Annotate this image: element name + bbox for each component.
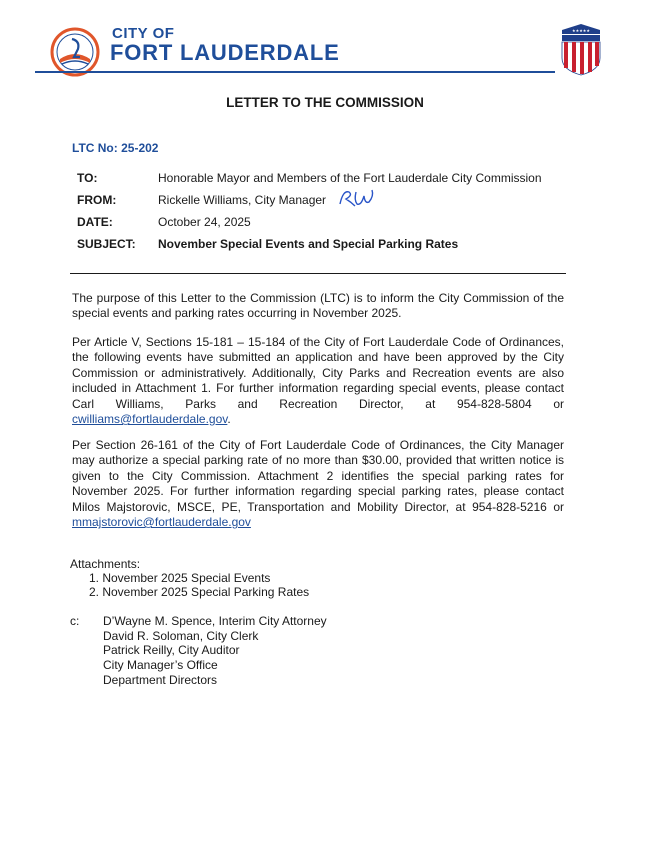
parking-rates-paragraph — [72, 438, 564, 530]
cc-recipient: City Manager’s Office — [103, 658, 218, 672]
special-events-end: . — [227, 412, 231, 427]
cc-label: c: — [70, 614, 80, 628]
cwilliams-email-link[interactable]: cwilliams@fortlauderdale.gov — [72, 412, 228, 427]
date-label: DATE: — [77, 215, 113, 229]
cc-recipient: D’Wayne M. Spence, Interim City Attorney — [103, 614, 327, 628]
from-label: FROM: — [77, 193, 117, 207]
to-value: Honorable Mayor and Members of the Fort Lauderdale City Commission — [158, 171, 542, 185]
from-value: Rickelle Williams, City Manager — [158, 193, 327, 207]
header-divider — [35, 71, 555, 73]
subject-value: November Special Events and Special Parking Rates — [158, 237, 459, 251]
body-divider — [70, 273, 566, 274]
attachments-heading: Attachments: — [70, 557, 141, 571]
all-america-city-badge — [560, 22, 602, 76]
parking-rates-text: Per Section 26-161 of the City of Fort Lauderdale Code of Ordinances, the City Manager may authorize a special parking rate of no more than $30.00, provided that written notice is given to the City Commission. Attachment 2 identifies the special parking rates for November 2025. For further information regarding special parking rates, please contact Milos Majstorovic, MSCE, PE, Transportation and Mobility Director, at 954-828-5216 or — [72, 438, 564, 514]
cc-recipient: Patrick Reilly, City Auditor — [103, 643, 240, 657]
city-name: FORT LAUDERDALE — [110, 40, 340, 65]
svg-text:★★★★★: ★★★★★ — [572, 28, 590, 33]
special-events-text: Per Article V, Sections 15-181 – 15-184 of the City of Fort Lauderdale Code of Ordinances, the following events have submitted an application and have been approved by the City Commission or administratively. Additionally, City Parks and Recreation events are also included in Attachment 1. For further information regarding special events, please contact Carl Williams, Parks and Recreation Director, at 954-828-5804 or — [72, 335, 564, 411]
document-title: LETTER TO THE COMMISSION — [226, 95, 424, 110]
mmajstorovic-email-link[interactable]: mmajstorovic@fortlauderdale.gov — [72, 515, 251, 530]
attachment-item: 1. November 2025 Special Events — [89, 571, 271, 585]
signature-initials — [337, 186, 377, 210]
attachment-item: 2. November 2025 Special Parking Rates — [89, 585, 310, 599]
to-label: TO: — [77, 171, 98, 185]
cc-recipient: Department Directors — [103, 673, 218, 687]
subject-label: SUBJECT: — [77, 237, 136, 251]
city-seal-logo — [50, 27, 100, 77]
cc-recipient: David R. Soloman, City Clerk — [103, 629, 259, 643]
date-value: October 24, 2025 — [158, 215, 251, 229]
special-events-paragraph — [72, 335, 564, 427]
purpose-paragraph: The purpose of this Letter to the Commission (LTC) is to inform the City Commission of the special events and parking rates occurring in November 2025. — [72, 291, 564, 321]
ltc-number: LTC No: 25-202 — [72, 141, 159, 155]
city-of-label: CITY OF — [112, 25, 175, 42]
